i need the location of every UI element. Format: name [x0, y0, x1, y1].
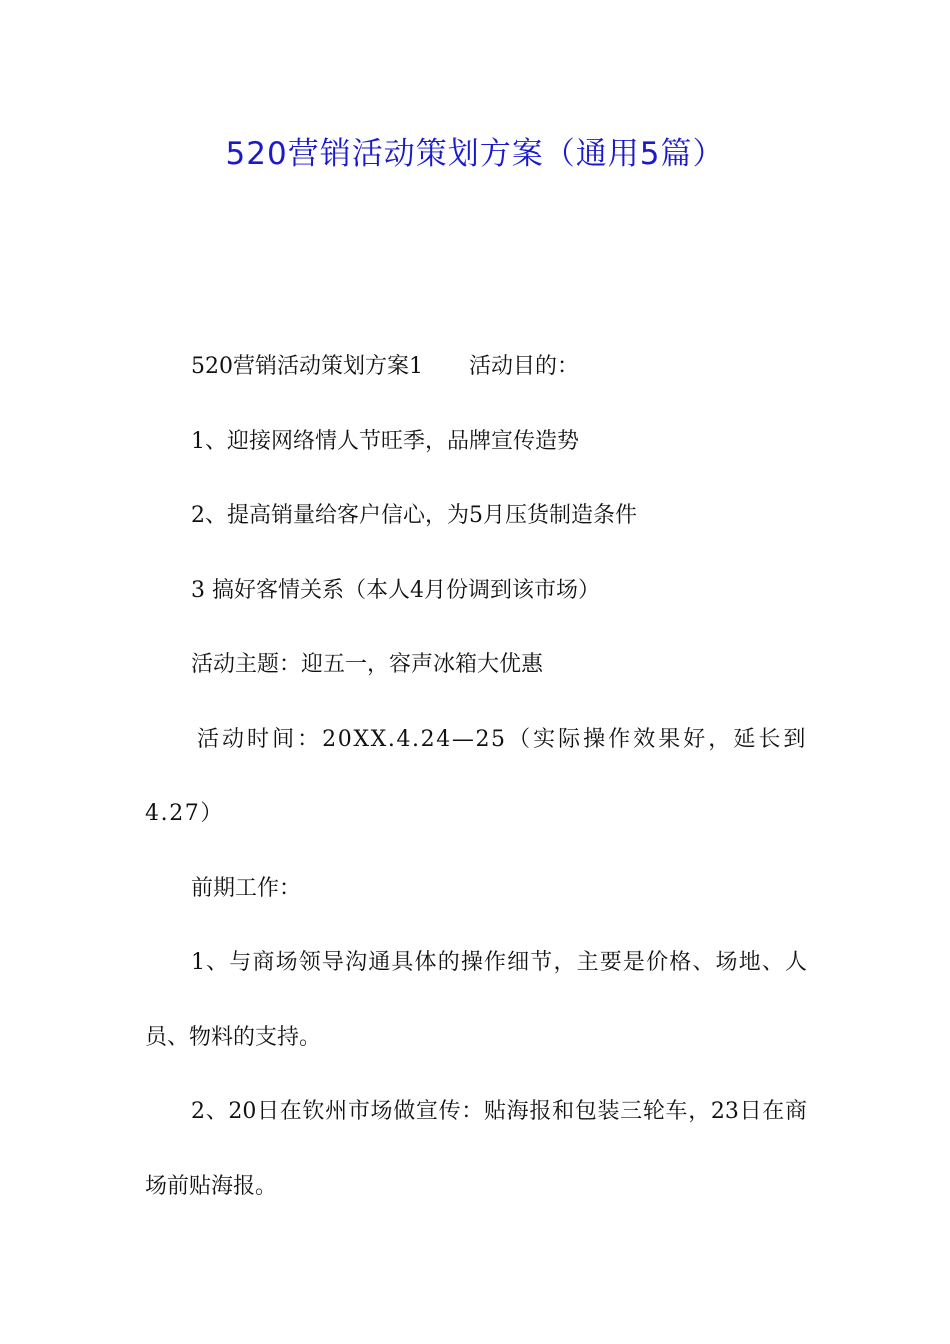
document-title: 520营销活动策划方案（通用5篇）	[225, 136, 725, 172]
paragraph-purpose-2: 2、提高销量给客户信心，为5月压货制造条件	[191, 503, 637, 528]
paragraph-plan-heading	[145, 330, 807, 405]
paragraph-preparation-1: 1、与商场领导沟通具体的操作细节，主要是价格、场地、人员、物料的支持。	[145, 950, 807, 1050]
paragraph-activity-time: 活动时间：20XX.4.24—25（实际操作效果好，延长到4.27）	[145, 726, 807, 826]
paragraph-preparation-label: 前期工作：	[191, 875, 302, 901]
plan-heading: 520营销活动策划方案1	[191, 354, 423, 379]
paragraph-purpose-3: 3 搞好客情关系（本人4月份调到该市场）	[191, 577, 600, 603]
paragraph-preparation-2: 2、20日在钦州市场做宣传：贴海报和包装三轮车，23日在商场前贴海报。	[145, 1099, 807, 1199]
paragraph-purpose-1: 1、迎接网络情人节旺季，品牌宣传造势	[191, 428, 579, 454]
document-body	[145, 330, 807, 1224]
paragraph-activity-theme: 活动主题：迎五一，容声冰箱大优惠	[191, 652, 544, 677]
activity-purpose-label: 活动目的：	[469, 354, 580, 379]
